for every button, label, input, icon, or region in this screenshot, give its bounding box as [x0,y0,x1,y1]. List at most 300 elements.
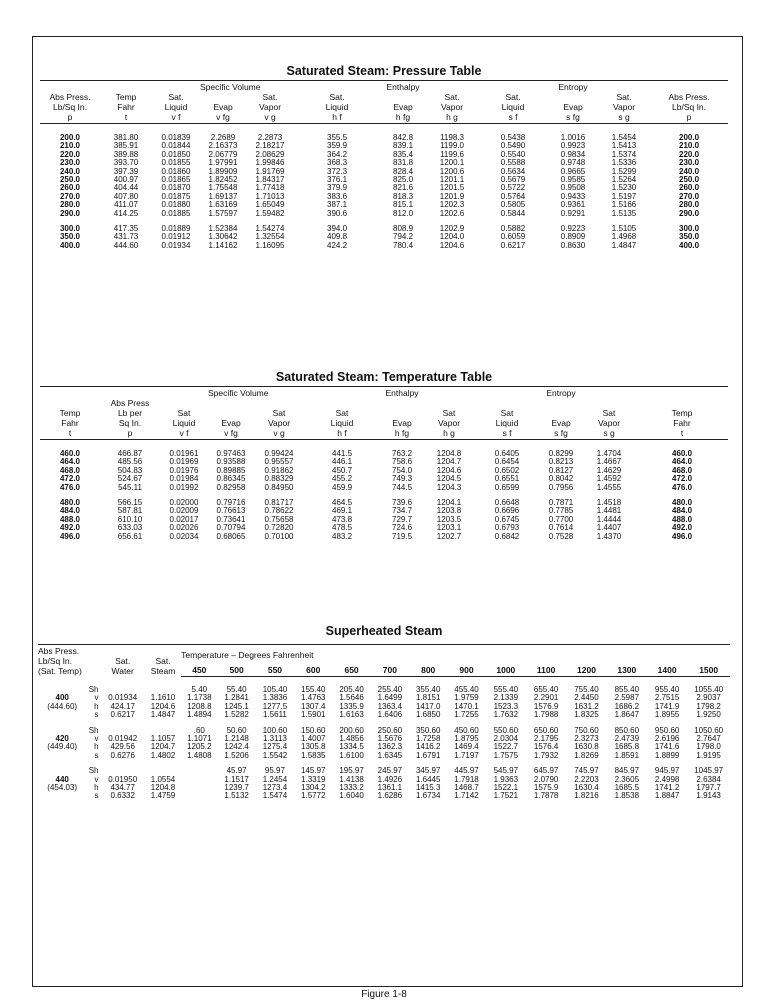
table-cell: 488.0 [59,515,81,524]
table-cell: 1.59482 [255,209,285,218]
table-cell: 1.2841 [224,694,249,703]
table-cell: 745.97 [574,767,599,776]
table-cell: 1.5374 [611,150,637,159]
table-row [40,475,728,483]
column-header: Sat Vapor h g [424,398,474,440]
sat-steam-value: 1.4847 [150,711,176,720]
table-cell: 1798.0 [696,743,721,752]
table-cell: 480.0 [59,499,81,508]
enthalpy-header: Enthalpy [380,81,426,93]
sat-water-value [101,727,145,735]
table-cell: 350.0 [59,233,81,242]
table-row [38,711,730,719]
column-header: Temp Fahr t [40,398,100,440]
table-cell: 0.91862 [264,466,294,475]
table-cell: 1.9363 [493,775,519,784]
column-header: Temp Fahr t [100,92,152,124]
row-label: s [94,792,99,801]
table-cell: 504.83 [117,466,143,475]
table-cell: 464.5 [332,499,353,508]
table-cell: 414.25 [113,209,139,218]
table-cell: 1333.2 [339,784,364,793]
table-cell: 1631.2 [574,702,599,711]
table-cell: 476.0 [672,483,693,492]
table-cell: 1200.6 [439,167,465,176]
table-cell [38,711,86,719]
table-cell: 1.7142 [454,792,479,801]
table-cell: 1.6791 [415,751,441,760]
table-cell: 359.9 [327,142,348,151]
table-cell: 1.7988 [533,711,559,720]
temperature-column-header: 1100 [526,660,566,676]
table-row [38,703,730,711]
table-cell: 1.54274 [255,225,285,234]
table-cell: 0.86345 [216,475,246,484]
table-cell [38,686,86,694]
table-cell: 2.1795 [533,735,559,744]
table-cell: 1335.9 [339,702,364,711]
temperature-column-header: 1400 [647,660,687,676]
table-cell: 734.7 [392,507,413,516]
row-label: v [94,735,99,744]
table-cell: 200.60 [339,726,364,735]
table-cell: 280.0 [59,201,81,210]
sat-water-value: 0.6217 [110,711,135,720]
table-cell: 1469.4 [454,743,479,752]
table-cell: 808.9 [393,225,414,234]
column-header: Sat Liquid h f [304,398,380,440]
column-header: Sat. Vapor h g [426,92,478,124]
row-label: s [94,751,99,760]
table-cell: 468.0 [59,466,81,475]
table-cell: 480.0 [672,499,693,508]
table-cell: 1.5413 [611,142,637,151]
table-cell: 1.6499 [377,694,403,703]
table-cell: 1522.1 [493,784,519,793]
table-cell: 1.4808 [187,751,212,760]
specific-volume-header: Specific Volume [200,81,294,93]
table-cell [38,792,86,800]
table-cell: 355.40 [415,686,441,694]
temperature-table-body [40,440,728,542]
sat-steam-value: 1.0554 [150,775,176,784]
table-cell: 1.7258 [415,735,441,744]
table-cell: 1.7632 [493,711,519,720]
table-cell: 1.65049 [255,201,285,210]
table-cell: 468.0 [672,466,693,475]
table-cell: 1201.5 [439,184,465,193]
pressure-value: 440 [55,775,69,784]
column-header: Sat Liquid v f [160,398,208,440]
table-cell: 839.1 [393,142,414,151]
table-cell: 0.01844 [161,142,191,151]
sat-water-value [101,767,145,775]
column-header: Sat Liquid s f [474,398,540,440]
table-cell: 1.5299 [611,167,637,176]
table-cell: 483.2 [332,532,353,541]
table-cell: 1361.1 [377,784,403,793]
table-cell [38,767,86,775]
table-cell: 0.97463 [216,450,246,458]
table-cell: 5.40 [191,686,208,694]
pressure-table [40,80,728,250]
table-cell: 0.7614 [548,524,574,533]
temperature-column-header: 700 [371,660,409,676]
column-header: Evap s fg [548,92,598,124]
table-cell: 1.4763 [301,694,326,703]
spacer-row [38,760,730,767]
table-cell: 0.70100 [264,532,294,541]
table-cell: 835.4 [393,150,414,159]
table-row [40,168,728,176]
table-cell: 724.6 [392,524,413,533]
table-cell: 0.93588 [216,458,246,467]
table-cell: 545.11 [118,483,142,492]
table-cell: 400.97 [113,176,139,185]
table-cell: 250.0 [679,176,700,185]
sat-water-value: 434.77 [110,784,135,793]
table-cell: 0.8127 [548,466,574,475]
table-cell: 210.0 [59,142,81,151]
table-cell: 0.01961 [169,450,199,458]
table-cell [38,727,86,735]
table-cell: 0.6793 [494,524,520,533]
table-cell: 0.9748 [560,159,586,168]
column-header: Evap v fg [208,398,254,440]
table-row [40,524,728,532]
table-cell: 1.4555 [596,483,622,492]
table-cell: 0.5882 [500,225,526,234]
sat-water-value: 0.01942 [108,735,138,744]
table-cell: 1.4894 [187,711,212,720]
table-cell: 1.5166 [611,201,637,210]
table-cell: 1575.9 [533,784,559,793]
table-cell: 1416.2 [415,743,441,752]
table-cell: 1.6100 [339,751,364,760]
table-cell: 0.01969 [169,458,199,467]
table-cell: 255.40 [377,686,403,694]
table-cell: 1334.5 [339,743,364,752]
table-cell: 955.40 [654,686,680,694]
col-header-empty [40,81,100,93]
table-cell: 0.9834 [560,150,586,159]
column-header: Sat. Vapor s g [598,92,650,124]
column-header: Sat. Vapor v g [246,92,294,124]
table-cell: 394.0 [327,225,348,234]
table-cell: 0.6599 [494,483,520,492]
table-cell: 1242.4 [224,743,249,752]
table-cell: 1.5264 [611,176,637,185]
table-cell: 550.60 [493,726,519,735]
table-cell: 794.2 [393,233,414,242]
table-cell: 2.3605 [614,775,640,784]
table-cell: 0.8630 [560,241,586,250]
column-header: Sat Vapor s g [582,398,636,440]
table-cell: 1.6163 [339,711,364,720]
row-label: Sh [88,686,99,694]
table-cell: 1741.6 [654,743,680,752]
table-cell: 950.60 [654,726,680,735]
table-cell: 1.4370 [596,532,622,541]
table-cell: 0.6059 [500,233,526,242]
spacer-row [40,218,728,225]
table-cell: 1.16095 [255,241,285,250]
table-cell: 1.5542 [262,751,288,760]
table-cell: 755.40 [574,686,599,694]
table-cell: 1.8591 [614,751,640,760]
sat-steam-value: 1.4759 [150,792,176,801]
table-row [38,694,730,702]
table-cell: 1686.2 [614,702,640,711]
table-cell: 1.7918 [454,775,479,784]
table-cell: 812.0 [393,209,414,218]
table-row [38,767,730,775]
table-cell: 1307.4 [301,702,326,711]
table-cell: 1.5135 [611,209,637,218]
table-cell: 2.0790 [533,775,559,784]
table-cell: 587.81 [117,507,143,516]
table-cell: 460.0 [672,450,693,458]
table-cell: 821.6 [393,184,414,193]
table-row [40,210,728,218]
table-cell: 1.3319 [301,775,326,784]
saturation-temperature: (444.60) [47,702,78,711]
table-cell: 1.6445 [415,775,441,784]
table-cell: 1.8151 [415,694,441,703]
table-cell: 0.70794 [216,524,246,533]
table-cell: 0.6696 [494,507,520,516]
table-cell: 524.67 [117,475,143,484]
table-cell: 1.4007 [301,735,326,744]
table-row [40,142,728,150]
table-cell: 1.5646 [339,694,364,703]
table-cell: 1.4847 [611,241,637,250]
table-cell: 1522.7 [493,743,519,752]
table-cell: 1.2148 [224,735,249,744]
table-cell: 0.6745 [494,515,520,524]
column-header: Evap h fg [380,92,426,124]
table-cell: 195.97 [339,767,364,776]
table-cell: 1.7932 [533,751,559,760]
table-cell: 1362.3 [377,743,403,752]
table-cell: 472.0 [59,475,81,484]
table-cell: 0.76613 [216,507,246,516]
superheated-table [38,644,730,801]
table-cell: 0.78622 [264,507,294,516]
table-row [40,233,728,241]
temperature-column-header: 1500 [687,660,730,676]
table-cell: 441.5 [332,450,353,458]
table-cell: 0.89885 [216,466,246,475]
table-cell: 1202.7 [436,532,462,541]
table-cell: 655.40 [533,686,559,694]
table-cell: 245.97 [377,767,403,776]
table-cell: 1.5132 [224,792,249,801]
table-cell: 230.0 [679,159,700,168]
pressure-table-body [40,124,728,251]
table-cell: 1198.3 [440,134,464,142]
table-cell: 2.08629 [255,150,285,159]
table-row [40,242,728,250]
table-cell: 389.88 [113,150,139,159]
entropy-header: Entropy [548,81,598,93]
table-cell: 1470.1 [454,702,479,711]
table-cell: 1.1517 [224,775,249,784]
table-cell: 376.1 [327,176,348,185]
temperature-column-header: 500 [217,660,255,676]
table-cell: 0.6551 [494,475,520,484]
table-cell: 466.87 [117,450,143,458]
table-cell: 460.0 [59,450,81,458]
table-cell: 1.4968 [611,233,637,242]
table-cell: 473.8 [332,515,353,524]
sat-water-value: 0.01934 [108,694,138,703]
table-cell: 350.60 [415,726,441,735]
spacer-row [38,720,730,727]
table-cell: 150.60 [301,726,326,735]
table-cell: 1.6345 [377,751,403,760]
table-cell: 0.79716 [216,499,246,508]
table-cell: 1.97991 [208,159,238,168]
temperature-table [40,386,728,541]
table-cell: 0.01984 [169,475,199,484]
table-cell: 0.01850 [161,150,191,159]
enthalpy-header-2: Enthalpy [380,387,424,399]
table-cell: 850.60 [614,726,640,735]
table-cell: 2.6196 [654,735,680,744]
table-cell: 0.9361 [560,201,586,210]
table-cell: 0.01889 [161,225,191,234]
table-cell: 754.0 [392,466,413,475]
table-cell: 385.91 [113,142,139,151]
table-cell: 0.5490 [500,142,526,151]
table-cell: 1523.3 [493,702,519,711]
table-cell [181,792,217,800]
table-cell: 1685.8 [614,743,640,752]
table-cell: 407.80 [113,192,139,201]
table-cell: 945.97 [654,767,680,776]
table-cell: 1.5772 [301,792,326,801]
table-cell: 1.5835 [301,751,326,760]
table-cell: 1.5336 [611,159,637,168]
table-row [40,193,728,201]
table-cell: 818.3 [393,192,414,201]
table-cell: 633.03 [117,524,143,533]
table-cell: 0.01875 [161,192,191,201]
table-cell: 2.16373 [208,142,238,151]
table-cell: 1.99846 [255,159,285,168]
spacer-row [40,124,728,135]
table-cell: 1.4518 [596,499,622,508]
table-cell: 0.9223 [560,225,586,234]
table-row [40,458,728,466]
table-cell: 1798.2 [696,702,721,711]
table-cell: 0.5764 [500,192,526,201]
column-header: Evap h fg [380,398,424,440]
table-cell: 464.0 [672,458,693,467]
sat-steam-value [145,767,181,775]
table-cell: 1.4444 [596,515,622,524]
spacer-row [40,492,728,499]
table-cell: 455.2 [332,475,353,484]
table-cell: 749.3 [392,475,413,484]
table-cell: 469.1 [332,507,353,516]
table-cell: 230.0 [59,159,81,168]
table-cell: 379.9 [327,184,348,193]
table-cell: 1275.4 [262,743,288,752]
table-cell: 0.6454 [494,458,520,467]
temperature-column-header: 550 [256,660,294,676]
table-cell: 1201.1 [439,176,465,185]
table-cell: 240.0 [679,167,700,176]
table-cell: 0.5588 [500,159,526,168]
table-cell: 1.4629 [596,466,622,475]
table-cell: 2.6384 [696,775,721,784]
table-cell: 2.3273 [574,735,599,744]
table-cell: 1.9250 [696,711,721,720]
table-cell: 1204.5 [436,475,462,484]
table-cell: 1.5282 [224,711,249,720]
table-cell: 496.0 [59,532,81,541]
table-cell: 1.63169 [208,201,238,210]
table-cell: 1202.9 [439,225,465,234]
column-header: Sat. Liquid h f [294,92,380,124]
table-cell: 1045.97 [694,767,724,776]
superheated-table-body [38,676,730,801]
table-cell: 0.75658 [264,515,294,524]
table-cell: 1.6850 [415,711,441,720]
table-cell: 0.7871 [548,499,574,508]
table-cell: 2.4450 [574,694,599,703]
table-cell: 0.5844 [500,209,526,218]
table-cell: 0.8909 [560,233,586,242]
table-cell: 45.97 [226,767,247,776]
table-cell: 0.01865 [161,176,191,185]
table-cell: 1204.1 [436,499,462,508]
table-cell: 368.3 [327,159,348,168]
table-cell: 750.60 [574,726,599,735]
table-cell: 0.7528 [548,532,574,541]
table-row [38,784,730,792]
table-cell: 0.72820 [264,524,294,533]
table-cell: 404.44 [113,184,139,193]
table-cell: 1.32554 [255,233,285,242]
table-cell: 0.9508 [560,184,586,193]
row-label: v [94,775,99,784]
entropy-header-2: Entropy [540,387,582,399]
table-cell: 478.5 [332,524,353,533]
table-cell: 1.3113 [263,735,287,744]
table-cell: 1.5105 [611,225,637,234]
table-cell: 0.9585 [560,176,586,185]
table-cell: 383.6 [327,192,348,201]
table-row [38,743,730,751]
table-cell: 0.02000 [169,499,199,508]
temperature-column-header: 1200 [566,660,606,676]
table-cell: 95.97 [264,767,285,776]
table-cell: 1205.2 [187,743,212,752]
table-cell: 390.6 [327,209,348,218]
table-cell: 1203.5 [436,515,462,524]
table-cell: 1.84317 [255,176,285,185]
table-cell: 100.60 [262,726,288,735]
table-cell: 200.0 [59,134,81,142]
table-cell: 1.91769 [255,167,285,176]
table-cell: 780.4 [393,241,414,250]
table-cell: 290.0 [59,209,81,218]
table-cell: 260.0 [679,184,700,193]
table-cell: 0.01976 [169,466,199,475]
